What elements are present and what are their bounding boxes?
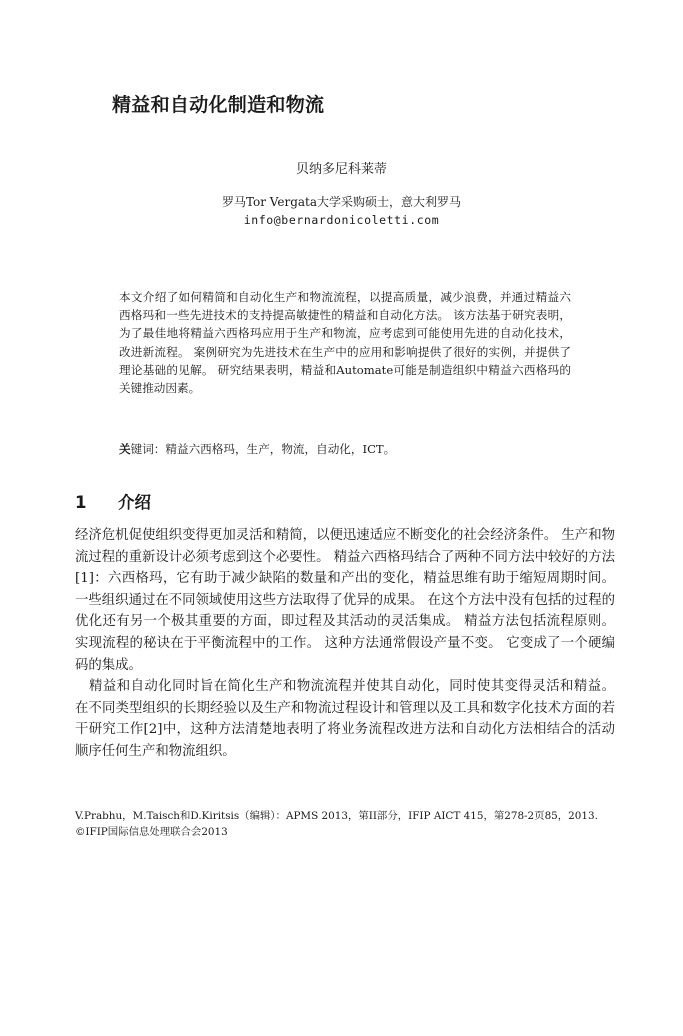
section-title: 介绍 <box>118 493 151 512</box>
footnote-citation: V.Prabhu，M.Taisch和D.Kiritsis（编辑）：APMS 2013，第II部分，IFIP AICT 415，第278-2页85，2013. <box>75 810 598 822</box>
section-heading <box>75 489 151 513</box>
keywords-text: 键词：精益六西格玛，生产，物流，自动化，ICT。 <box>130 442 396 456</box>
author-name: 贝纳多尼科莱蒂 <box>295 162 387 177</box>
paper-title: 精益和自动化制造和物流 <box>112 94 325 116</box>
keywords <box>119 440 571 458</box>
footnote-copyright: ©IFIP国际信息处理联合会2013 <box>75 826 228 838</box>
keywords-lead: 关 <box>119 442 131 456</box>
section-number: 1 <box>75 493 87 512</box>
affiliation: 罗马Tor Vergata大学采购硕士，意大利罗马 <box>221 195 462 209</box>
footnote <box>75 808 620 840</box>
body-paragraph-2: 精益和自动化同时旨在简化生产和物流流程并使其自动化，同时使其变得灵活和精益。 在不同类型组织的长期经验以及生产和物流过程设计和管理以及工具和数字化技术方面的若干研究工作[2]中，这种方法清楚地表明了将业务流程改进方法和自动化方法相结合的活动顺序任何生产和物流组织。 <box>75 679 615 759</box>
author-email[interactable]: info@bernardonicoletti.com <box>243 213 440 227</box>
body-paragraph-1: 经济危机促使组织变得更加灵活和精简，以便迅速适应不断变化的社会经济条件。 生产和物流过程的重新设计必须考虑到这个必要性。 精益六西格玛结合了两种不同方法中较好的方法[1]：六西格玛，它有助于减少缺陷的数量和产出的变化，精益思维有助于缩短周期时间。 一些组织通过在不同领域使用这些方法取得了优异的成果。 在这个方法中没有包括的过程的优化还有另一个极其重要的方面，即过程及其活动的灵活集成。 精益方法包括流程原则。 实现流程的秘诀在于平衡流程中的工作。 这种方法通常假设产量不变。 它变成了一个硬编码的集成。 <box>75 528 615 673</box>
affiliation-block <box>0 193 683 229</box>
abstract: 本文介绍了如何精简和自动化生产和物流流程，以提高质量，减少浪费，并通过精益六西格玛和一些先进技术的支持提高敏捷性的精益和自动化方法。 该方法基于研究表明，为了最佳地将精益六西格玛应用于生产和物流，应考虑到可能使用先进的自动化技术，改进新流程。 案例研究为先进技术在生产中的应用和影响提供了很好的实例，并提供了理论基础的见解。 研究结果表明，精益和Automate可能是制造组织中精益六西格玛的关键推动因素。 <box>119 290 571 396</box>
section-body <box>75 525 615 763</box>
